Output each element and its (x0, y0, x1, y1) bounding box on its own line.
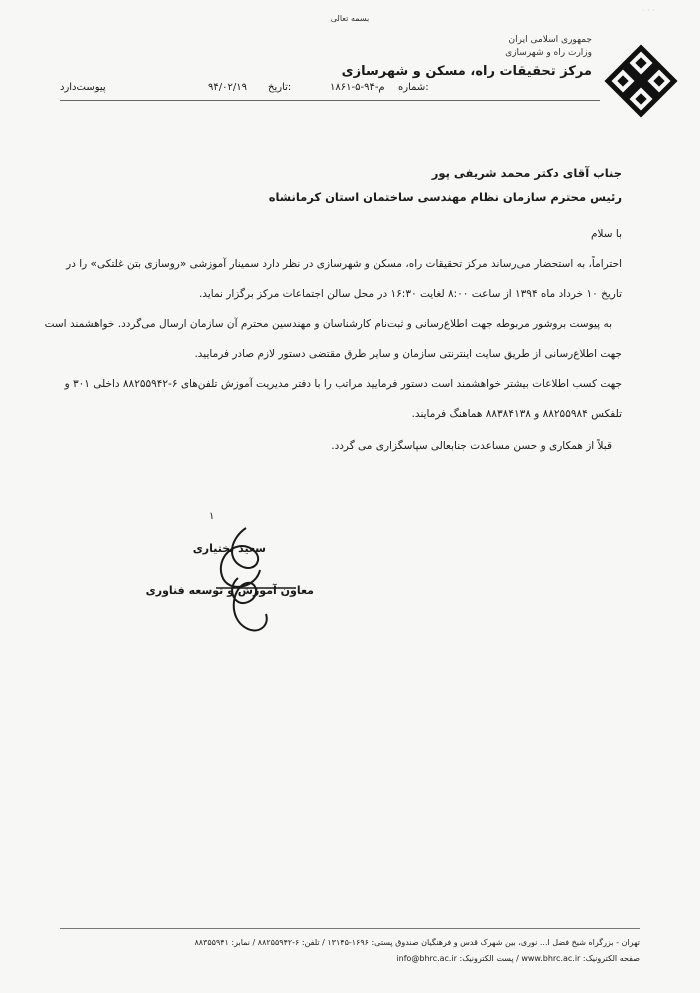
center-name: مرکز تحقیقات راه، مسکن و شهرسازی (341, 64, 592, 79)
gov-line-1: جمهوری اسلامی ایران (508, 35, 592, 45)
scan-mark: · · · (642, 6, 655, 15)
recipient-title: رئیس محترم سازمان نظام مهندسی ساختمان استان کرمانشاه (268, 190, 622, 204)
bhrc-logo-icon (604, 44, 678, 118)
signature-mark: ۱ (209, 511, 215, 522)
reference-line (60, 82, 590, 98)
paragraph-1-line-2: تاریخ ۱۰ خرداد ماه ۱۳۹۴ از ساعت ۸:۰۰ لغایت ۱۶:۳۰ در محل سالن اجتماعات مرکز برگزار نماید. (198, 288, 622, 300)
paragraph-3-line-1: جهت کسب اطلاعات بیشتر خواهشمند است دستور فرمایید مراتب را با دفتر مدیریت آموزش تلفن‌های ۶-۸۸۲۵۵۹۴۲ داخلی ۳۰۱ و (64, 378, 622, 390)
handwritten-signature (186, 518, 326, 648)
signatory-name: سعید بختیاری (192, 542, 266, 555)
greeting: با سلام (590, 228, 622, 240)
closing-line: قبلاً از همکاری و حسن مساعدت جنابعالی سپاسگزاری می گردد. (331, 440, 612, 452)
government-header (505, 34, 592, 60)
signatory-title: معاون آموزش و توسعه فناوری (145, 584, 314, 597)
header-divider (60, 100, 600, 101)
paragraph-3-line-2: تلفکس ۸۸۲۵۵۹۸۴ و ۸۸۳۸۴۱۳۸ هماهنگ فرمایند. (411, 408, 622, 420)
number-label: شماره: (398, 82, 429, 93)
web-label: صفحه الکترونیک: (582, 954, 640, 963)
paragraph-1-line-1: احتراماً، به استحضار می‌رساند مرکز تحقیقات راه، مسکن و شهرسازی در نظر دارد سمینار آموزشی «روسازی بتن غلتکی» را در (66, 258, 622, 270)
email-label: پست الکترونیک: (459, 954, 514, 963)
paragraph-2-line-2: جهت اطلاع‌رسانی از طریق سایت اینترنتی سازمان و سایر طرق مقتضی دستور لازم صادر فرمایید. (194, 348, 622, 360)
website-link[interactable]: www.bhrc.ac.ir (521, 954, 581, 963)
number-value: ۱۸۶۱-۵-م-۹۴ (330, 82, 385, 93)
footer-contacts: صفحه الکترونیک: www.bhrc.ac.ir / پست الکترونیک: info@bhrc.ac.ir (396, 954, 640, 963)
footer-address: تهران - بزرگراه شیخ فضل ا... نوری، بین شهرک قدس و فرهنگیان صندوق پستی: ۱۶۹۶-۱۳۱۴۵ / تلفن: ۶-۸۸۲۵۵۹۴۲ / نمابر: ۸۸۳۵۵۹۴۱ (194, 938, 640, 947)
email-link[interactable]: info@bhrc.ac.ir (396, 954, 457, 963)
date-value: ۹۴/۰۲/۱۹ (208, 82, 247, 93)
recipient-name: جناب آقای دکتر محمد شریفی پور (431, 166, 622, 180)
paragraph-2-line-1: به پیوست بروشور مربوطه جهت اطلاع‌رسانی و ثبت‌نام کارشناسان و مهندسین محترم آن سازمان ارسال می‌گردد. خواهشمند است (44, 318, 612, 330)
gov-line-2: وزارت راه و شهرسازی (505, 48, 592, 58)
bismillah: بسمه تعالی (330, 14, 370, 23)
footer-divider (60, 928, 640, 929)
attachment-label: پیوست‌دارد (60, 82, 106, 93)
date-label: تاریخ: (268, 82, 292, 93)
